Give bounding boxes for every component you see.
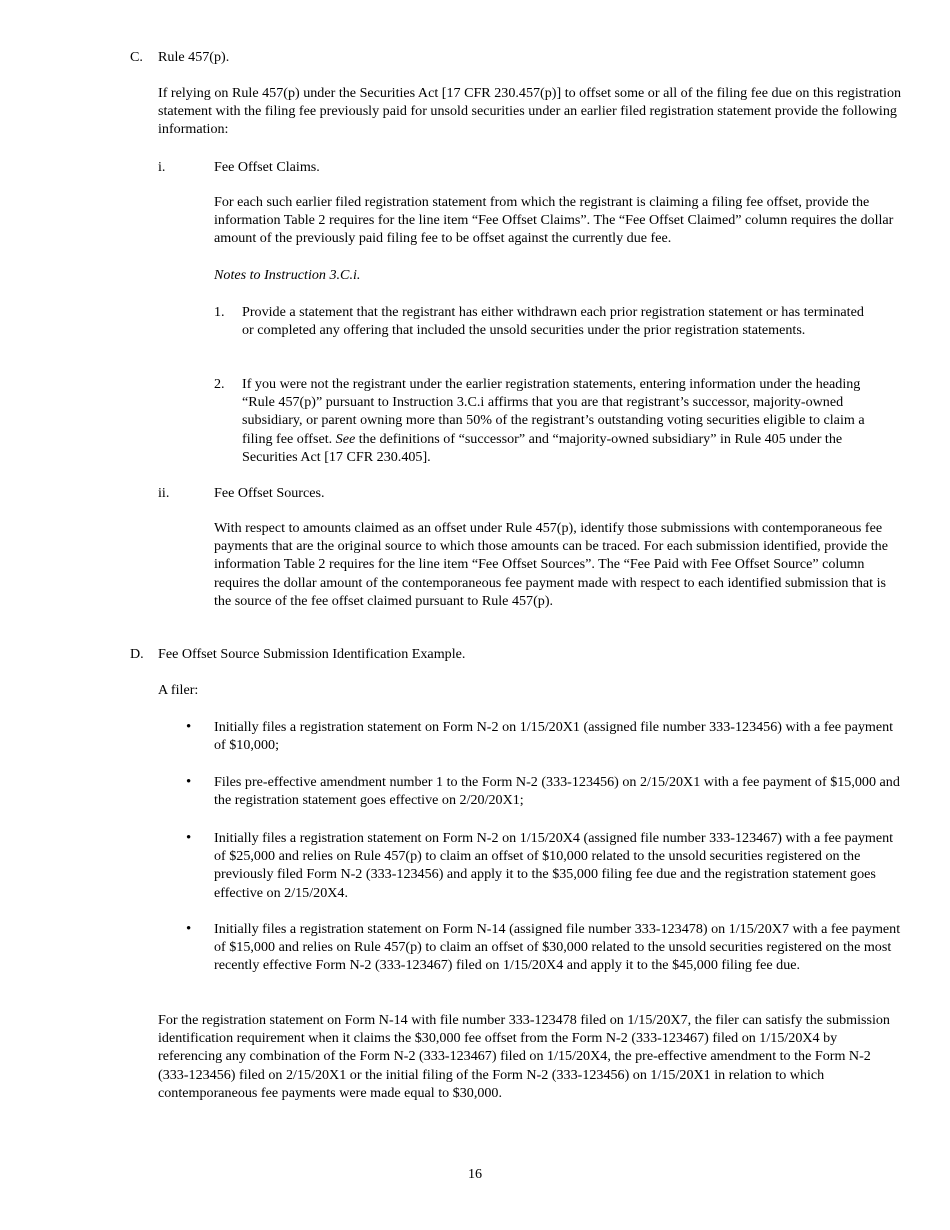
section-c-label: C.: [130, 49, 143, 65]
note-1-label: 1.: [214, 304, 225, 320]
filer-intro: A filer:: [158, 682, 199, 698]
item-ii-label: ii.: [158, 485, 170, 501]
page-number: 16: [467, 1166, 483, 1183]
item-i-body: For each such earlier filed registration statement from which the registrant is claiming a filing fee offset, provide the information Table 2 requires for the line item “Fee Offset Claims”. The “Fee Offset Claimed” column requires the dollar amount of the previously paid filing fee to be offset against the currently due fee.: [214, 194, 894, 247]
section-d-label: D.: [130, 646, 144, 662]
bullet-glyph: •: [186, 830, 192, 846]
list-item: Files pre-effective amendment number 1 to the Form N-2 (333-123456) on 2/15/20X1 with a fee payment of $15,000 and the registration statement goes effective on 2/20/20X1;: [214, 774, 900, 809]
notes-heading: Notes to Instruction 3.C.i.: [214, 267, 361, 283]
list-item: Initially files a registration statement on Form N-2 on 1/15/20X1 (assigned file number 333-123456) with a fee payment of $10,000;: [214, 719, 894, 754]
list-item: Initially files a registration statement on Form N-2 on 1/15/20X4 (assigned file number 333-123467) with a fee payment of $25,000 and relies on Rule 457(p) to claim an offset of $10,000 related to the unsold securities registered on the previously filed Form N-2 (333-123456) and apply it to the $35,000 filing fee due and the registration statement goes effective on 2/15/20X4.: [214, 830, 894, 901]
item-i-title: Fee Offset Claims.: [214, 159, 320, 175]
note-2-text: If you were not the registrant under the earlier registration statements, entering information under the heading “Rule 457(p)” pursuant to Instruction 3.C.i affirms that you are that registrant’s successor, majority-owned subsidiary, or parent owning more than 50% of the registrant’s outstanding voting securities eligible to claim a filing fee offset. See the definitions of “successor” and “majority-owned subsidiary” in Rule 405 under the Securities Act [17 CFR 230.405].: [242, 376, 865, 465]
note-1-text: Provide a statement that the registrant has either withdrawn each prior registration statement or has terminated or completed any offering that included the unsold securities under the prior registration statements.: [242, 304, 864, 339]
bullet-glyph: •: [186, 921, 192, 937]
bullet-glyph: •: [186, 719, 192, 735]
item-i-label: i.: [158, 159, 166, 175]
section-c-intro: If relying on Rule 457(p) under the Securities Act [17 CFR 230.457(p)] to offset some or all of the filing fee due on this registration statement with the filing fee previously paid for unsold securities under an earlier filed registration statement provide the following information:: [158, 85, 902, 138]
item-ii-title: Fee Offset Sources.: [214, 485, 325, 501]
list-item: Initially files a registration statement on Form N-14 (assigned file number 333-123478) on 1/15/20X7 with a fee payment of $15,000 and relies on Rule 457(p) to claim an offset of $30,000 related to the unsold securities registered on the most recently effective Form N-2 (333-123467) filed on 1/15/20X4 and apply it to the $45,000 filing fee due.: [214, 921, 901, 974]
section-d-title: Fee Offset Source Submission Identification Example.: [158, 646, 466, 662]
section-c-title: Rule 457(p).: [158, 49, 230, 65]
note-2-label: 2.: [214, 376, 225, 392]
bullet-glyph: •: [186, 774, 192, 790]
item-ii-body: With respect to amounts claimed as an offset under Rule 457(p), identify those submissions with contemporaneous fee payments that are the original source to which those amounts can be traced. For each submission identified, provide the information Table 2 requires for the line item “Fee Offset Sources”. The “Fee Paid with Fee Offset Source” column requires the dollar amount of the contemporaneous fee payment made with respect to each identified submission that is the source of the fee offset claimed pursuant to Rule 457(p).: [214, 520, 888, 609]
conclusion-paragraph: For the registration statement on Form N-14 with file number 333-123478 filed on 1/15/20X7, the filer can satisfy the submission identification requirement when it claims the $30,000 fee offset from the Form N-2 (333-123467) filed on 1/15/20X4 by referencing any combination of the Form N-2 (333-123467) filed on 1/15/20X4, the pre-effective amendment to the Form N-2 (333-123456) filed on 2/15/20X1 or the initial filing of the Form N-2 (333-123456) on 1/15/20X1 in relation to which contemporaneous fee payments were made equal to $30,000.: [158, 1012, 890, 1101]
